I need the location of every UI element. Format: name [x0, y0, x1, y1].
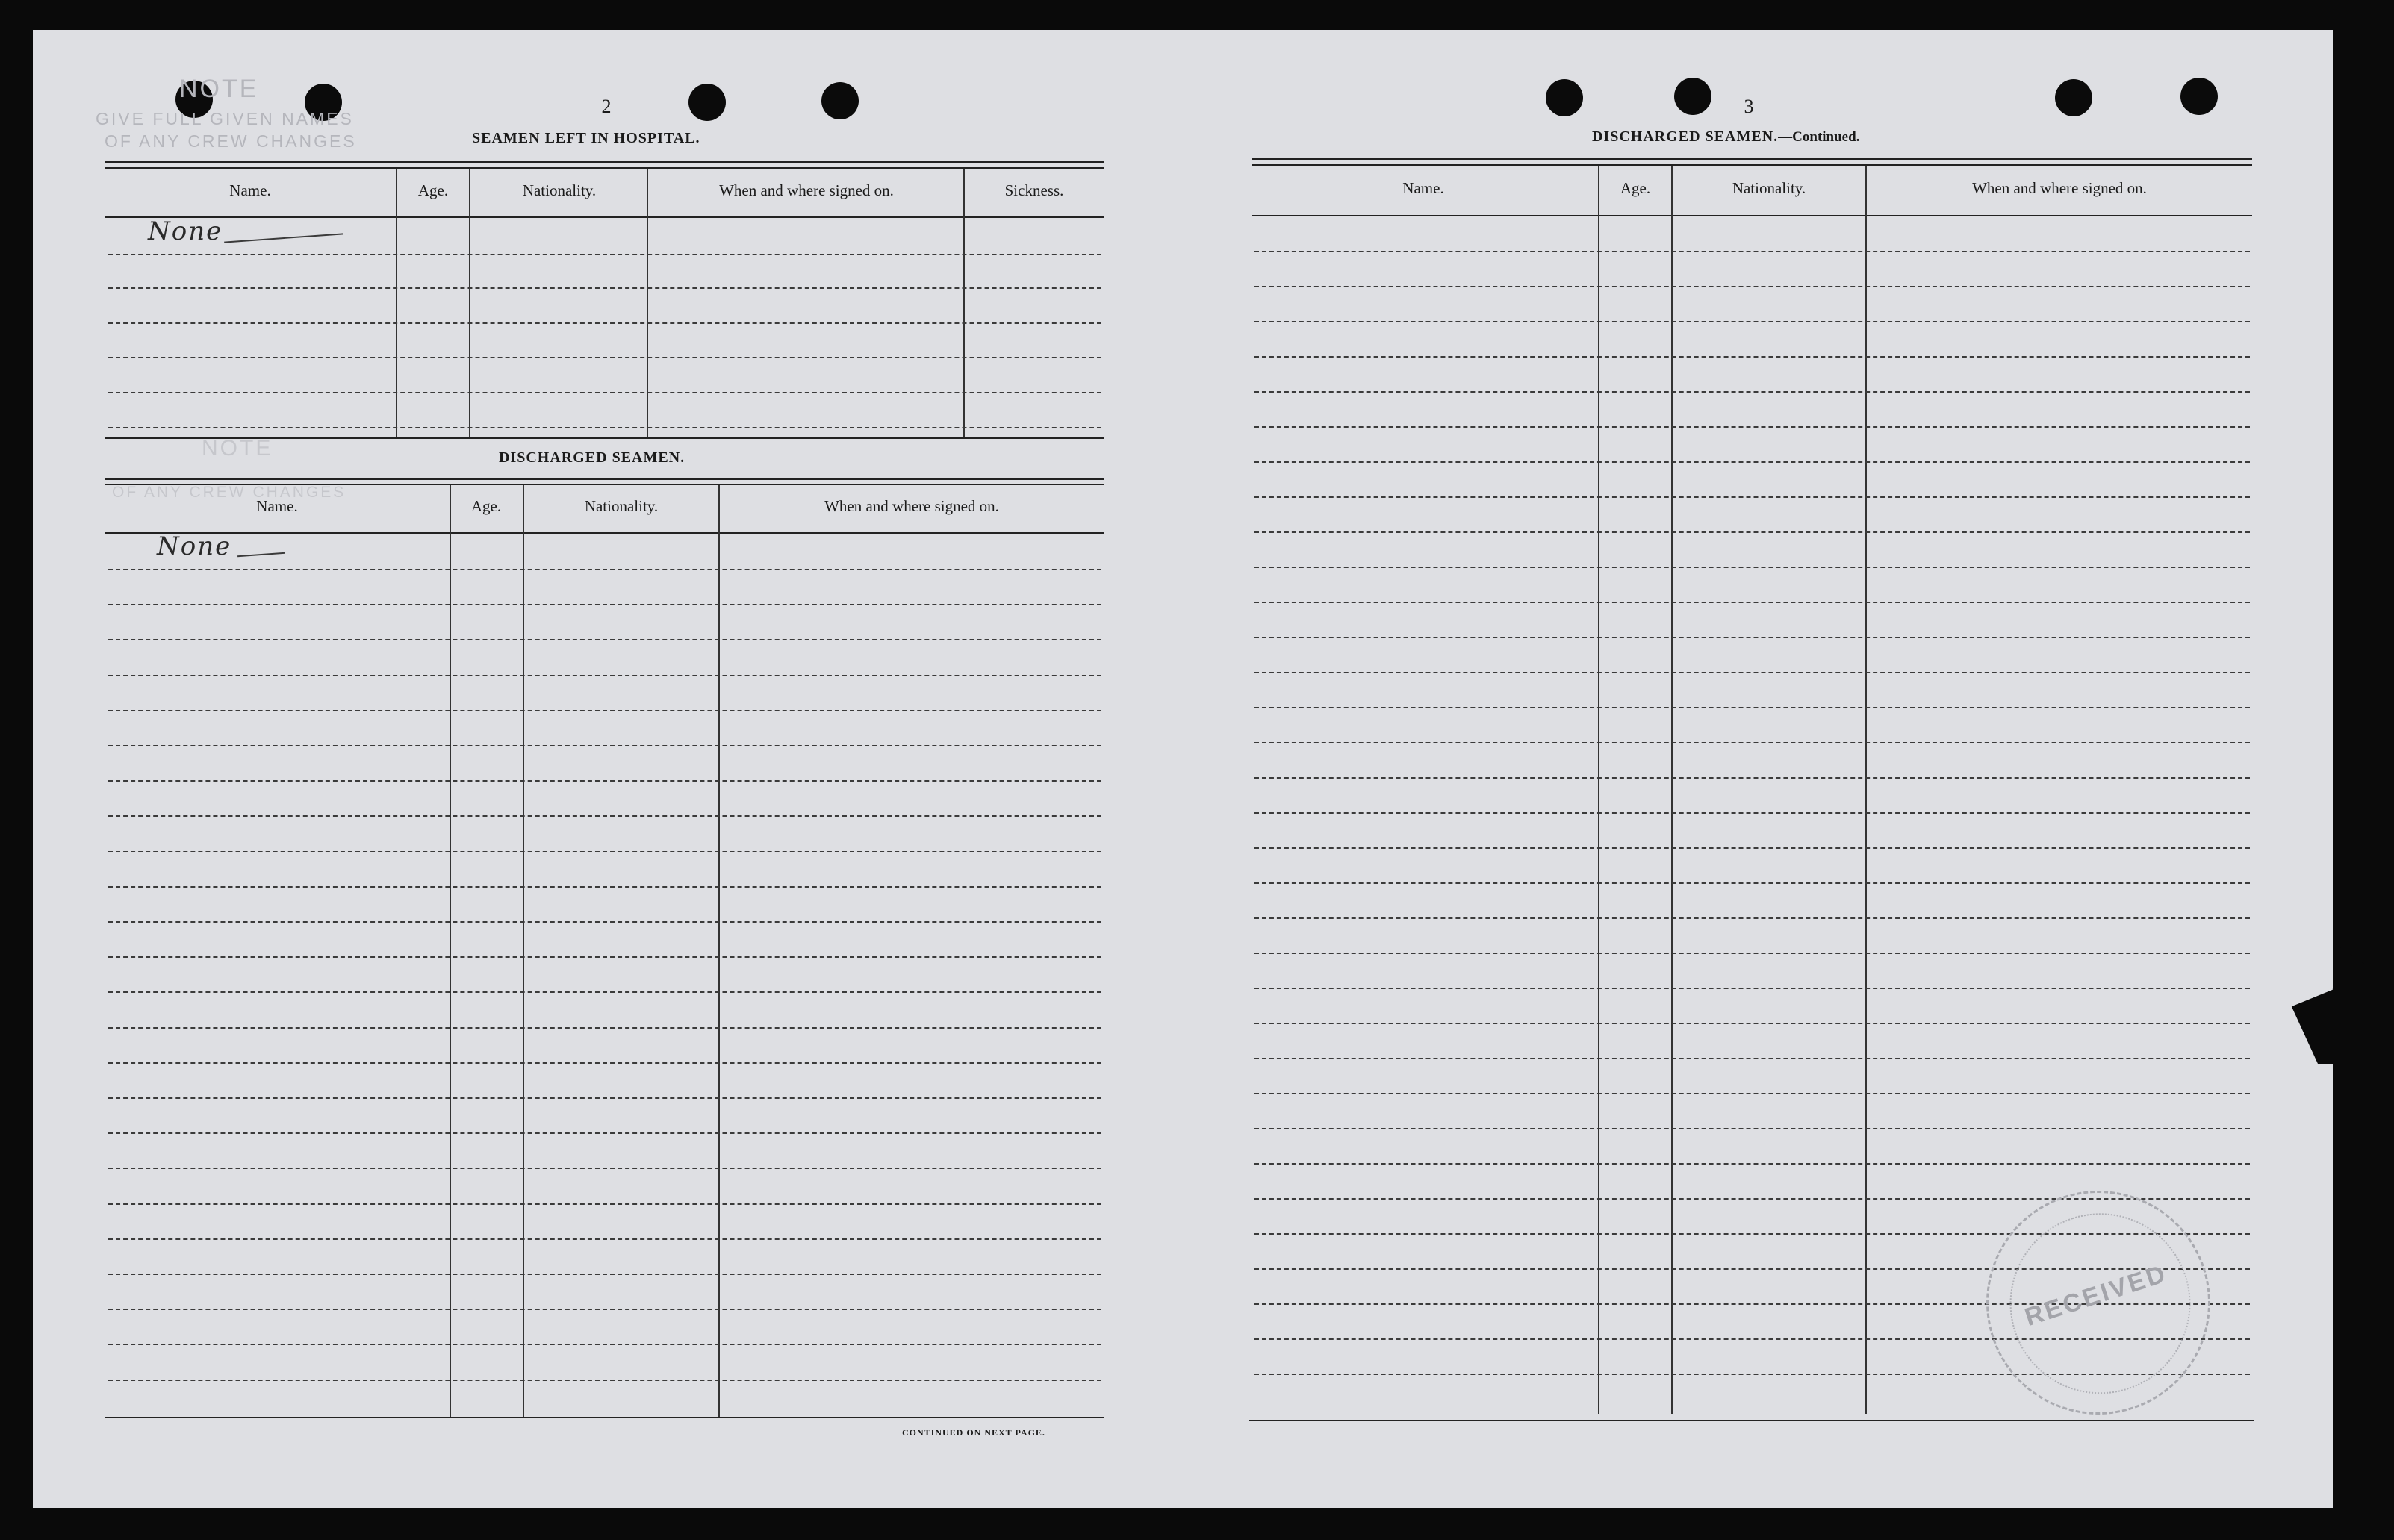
entry-line [108, 1097, 1101, 1099]
continued-footer: CONTINUED ON NEXT PAGE. [902, 1427, 1045, 1438]
table-rule [1252, 215, 2252, 216]
entry-line [108, 815, 1101, 817]
entry-line [108, 604, 1101, 605]
right-col-age: Age. [1620, 179, 1651, 197]
table-rule [105, 167, 1104, 169]
entry-line [1254, 707, 2250, 708]
entry-line [1254, 321, 2250, 322]
column-divider [647, 169, 648, 437]
entry-line [108, 254, 1101, 255]
column-divider [396, 169, 397, 437]
discharged-col-signed-on: When and where signed on. [824, 497, 999, 515]
entry-line [108, 392, 1101, 393]
discharged-col-name: Name. [256, 497, 298, 515]
entry-line [1254, 251, 2250, 252]
entry-line [108, 357, 1101, 358]
entry-line [108, 851, 1101, 852]
entry-line [1254, 882, 2250, 884]
entry-line [108, 1380, 1101, 1381]
column-divider [1598, 166, 1599, 1414]
entry-line [108, 1203, 1101, 1205]
table-rule [105, 437, 1104, 439]
column-divider [718, 485, 720, 1418]
entry-line [108, 427, 1101, 428]
entry-line [108, 1344, 1101, 1345]
faint-note-heading: NOTE [179, 75, 259, 103]
faint-note-heading: NOTE [202, 436, 273, 461]
entry-line [108, 1309, 1101, 1310]
continued-suffix: —Continued. [1778, 129, 1860, 145]
entry-line [1254, 1023, 2250, 1024]
entry-line [1254, 847, 2250, 849]
table-rule [105, 532, 1104, 534]
discharged-col-nationality: Nationality. [584, 497, 659, 515]
table-rule [105, 1417, 1104, 1418]
entry-line [108, 1274, 1101, 1275]
column-divider [469, 169, 470, 437]
punch-hole [2055, 79, 2092, 116]
page-number-right: 3 [1744, 96, 1754, 117]
column-divider [523, 485, 524, 1418]
entry-line [1254, 637, 2250, 638]
discharged-continued-title [1592, 128, 1859, 146]
entry-line [1254, 567, 2250, 568]
entry-line [1254, 391, 2250, 393]
table-rule [1249, 1420, 2254, 1421]
entry-line [108, 1132, 1101, 1134]
entry-line [1254, 988, 2250, 989]
entry-line [1254, 602, 2250, 603]
entry-line [1254, 1128, 2250, 1129]
column-divider [1671, 166, 1673, 1414]
entry-line [1254, 461, 2250, 463]
hospital-col-signed-on: When and where signed on. [719, 181, 894, 199]
entry-line [108, 1238, 1101, 1240]
punch-hole [688, 84, 726, 121]
entry-line [108, 886, 1101, 888]
entry-line [108, 639, 1101, 640]
entry-line [1254, 812, 2250, 814]
entry-line [108, 921, 1101, 923]
page-number-left: 2 [601, 96, 612, 117]
faint-note-line: GIVE FULL GIVEN NAMES [96, 109, 354, 128]
entry-line [1254, 1163, 2250, 1165]
entry-line [108, 956, 1101, 958]
entry-line [1254, 672, 2250, 673]
punch-hole [821, 82, 859, 119]
entry-line [108, 569, 1101, 570]
right-col-nationality: Nationality. [1732, 179, 1806, 197]
discharged-title-text: DISCHARGED SEAMEN. [1592, 128, 1779, 145]
faint-note-line: OF ANY CREW CHANGES [112, 484, 346, 501]
entry-line [108, 1027, 1101, 1029]
handwritten-entry: None [157, 531, 232, 561]
column-divider [1865, 166, 1867, 1414]
entry-line [1254, 356, 2250, 358]
hospital-section-title: SEAMEN LEFT IN HOSPITAL. [472, 130, 700, 146]
entry-line [1254, 917, 2250, 919]
faint-note-line: OF ANY CREW CHANGES [105, 131, 357, 151]
entry-line [1254, 742, 2250, 743]
entry-line [1254, 496, 2250, 498]
entry-line [1254, 777, 2250, 779]
handwritten-entry: None [148, 216, 223, 246]
hospital-col-sickness: Sickness. [1004, 181, 1064, 199]
entry-line [108, 1062, 1101, 1064]
entry-line [1254, 953, 2250, 954]
entry-line [108, 745, 1101, 746]
entry-line [108, 1168, 1101, 1169]
discharged-col-age: Age. [470, 497, 502, 515]
column-divider [963, 169, 965, 437]
table-rule [105, 216, 1104, 218]
table-rule [105, 478, 1104, 480]
column-divider [450, 485, 451, 1418]
punch-hole [2180, 78, 2218, 115]
right-col-signed-on: When and where signed on. [1972, 179, 2147, 197]
table-rule [1252, 158, 2252, 160]
hospital-col-name: Name. [229, 181, 271, 199]
entry-line [108, 287, 1101, 289]
entry-line [108, 991, 1101, 993]
entry-line [108, 780, 1101, 782]
entry-line [108, 675, 1101, 676]
entry-line [1254, 531, 2250, 533]
entry-line [1254, 1058, 2250, 1059]
discharged-section-title: DISCHARGED SEAMEN. [499, 449, 685, 466]
right-col-name: Name. [1402, 179, 1444, 197]
table-rule [1252, 164, 2252, 166]
entry-line [1254, 286, 2250, 287]
entry-line [108, 322, 1101, 324]
entry-line [1254, 426, 2250, 428]
stamp-text: RECEIVED [2021, 1259, 2171, 1332]
hospital-col-nationality: Nationality. [522, 181, 597, 199]
entry-line [108, 710, 1101, 711]
punch-hole [1674, 78, 1711, 115]
table-rule [105, 484, 1104, 485]
entry-line [1254, 1093, 2250, 1094]
punch-hole [1546, 79, 1583, 116]
table-rule [105, 161, 1104, 163]
hospital-col-age: Age. [417, 181, 449, 199]
